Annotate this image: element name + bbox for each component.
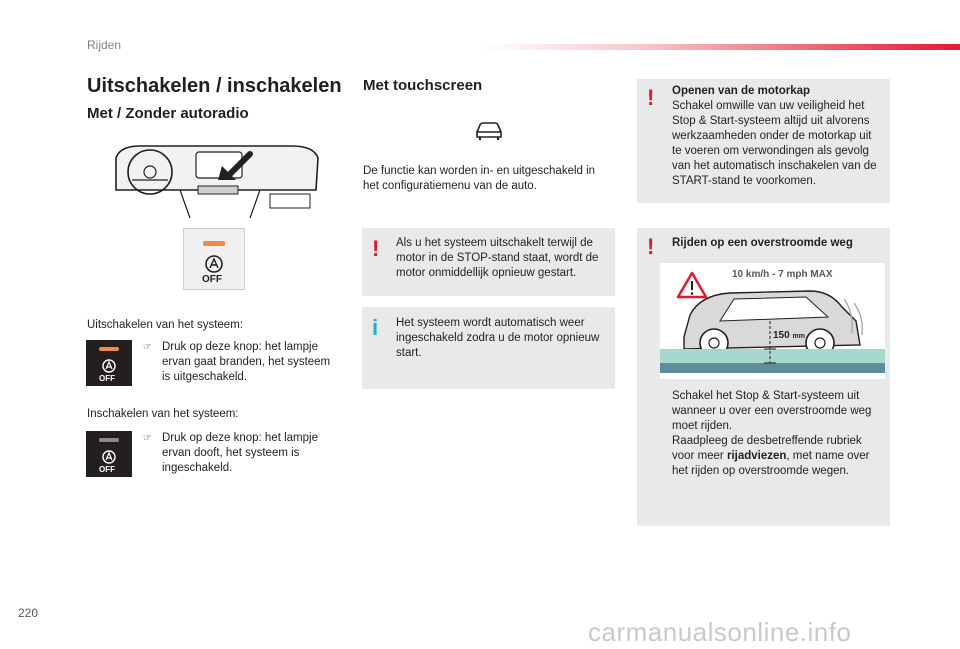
enable-instruction: Druk op deze knop: het lampje ervan dooft, het systeem is ingeschakeld.	[162, 432, 318, 474]
disable-instruction: Druk op deze knop: het lampje ervan gaat branden, het systeem is uitgeschakeld.	[162, 341, 331, 383]
warning-icon: !	[372, 236, 380, 261]
speed-limit-label: 10 km/h - 7 mph MAX	[732, 269, 833, 280]
flood-drawing	[660, 263, 885, 379]
warning-box-restart	[362, 228, 615, 296]
pointer-icon: ☞	[143, 433, 152, 444]
flood-title: Rijden op een overstroomde weg	[672, 237, 853, 249]
subtitle-radio: Met / Zonder autoradio	[87, 105, 249, 122]
touchscreen-description: De functie kan worden in- en uitgeschakeld in het configuratiemenu van de auto.	[363, 165, 596, 192]
flood-illustration	[660, 263, 885, 379]
header-accent-bar	[480, 44, 960, 50]
warning-text: Als u het systeem uitschakelt terwijl de motor in de STOP-stand staat, wordt de motor onmiddellijk opnieuw gestart.	[396, 237, 599, 279]
stop-start-button-large	[183, 228, 245, 290]
pointer-icon: ☞	[143, 342, 152, 353]
off-label: OFF	[99, 465, 115, 474]
info-icon: i	[372, 315, 379, 340]
warning-icon: !	[647, 85, 655, 110]
bonnet-text: Schakel omwille van uw veiligheid het Stop & Start-systeem altijd uit alvorens werkzaamheden onder de motorkap uit te voeren om verwondingen als gevolg van het automatisch inschakelen van de START-stand te voorkomen.	[672, 100, 877, 187]
section-label: Rijden	[87, 38, 122, 52]
off-label: OFF	[99, 374, 115, 383]
enable-intro: Inschakelen van het systeem:	[87, 408, 239, 420]
bonnet-title: Openen van de motorkap	[672, 85, 811, 97]
stop-start-button-on	[86, 340, 132, 386]
info-text: Het systeem wordt automatisch weer ingeschakeld zodra u de motor opnieuw start.	[396, 317, 600, 359]
touchscreen-title: Met touchscreen	[363, 77, 483, 94]
stop-start-button-off	[86, 431, 132, 477]
link-driving-advice: rijadviezen	[726, 450, 787, 462]
page-number: 220	[18, 606, 39, 620]
warning-box-bonnet	[637, 79, 890, 203]
disable-intro: Uitschakelen van het systeem:	[87, 319, 243, 331]
dashboard-illustration	[110, 140, 322, 220]
water-depth-value: 150 mm	[773, 330, 805, 341]
car-settings-icon	[474, 120, 504, 142]
flood-text: Schakel het Stop & Start-systeem uit wanneer u over een overstroomde weg moet rijden. Raadpleeg de desbetreffende rubriek voor meer rijadviezen, met name over het rijden op overstroomde wegen.	[672, 390, 872, 477]
warning-icon: !	[647, 234, 655, 259]
off-label: OFF	[202, 274, 222, 285]
page-title: Uitschakelen / inschakelen	[87, 75, 342, 97]
warning-box-flooded-road	[637, 228, 890, 526]
watermark: carmanualsonline.info	[588, 617, 852, 647]
info-box-auto-reactivate	[362, 307, 615, 389]
